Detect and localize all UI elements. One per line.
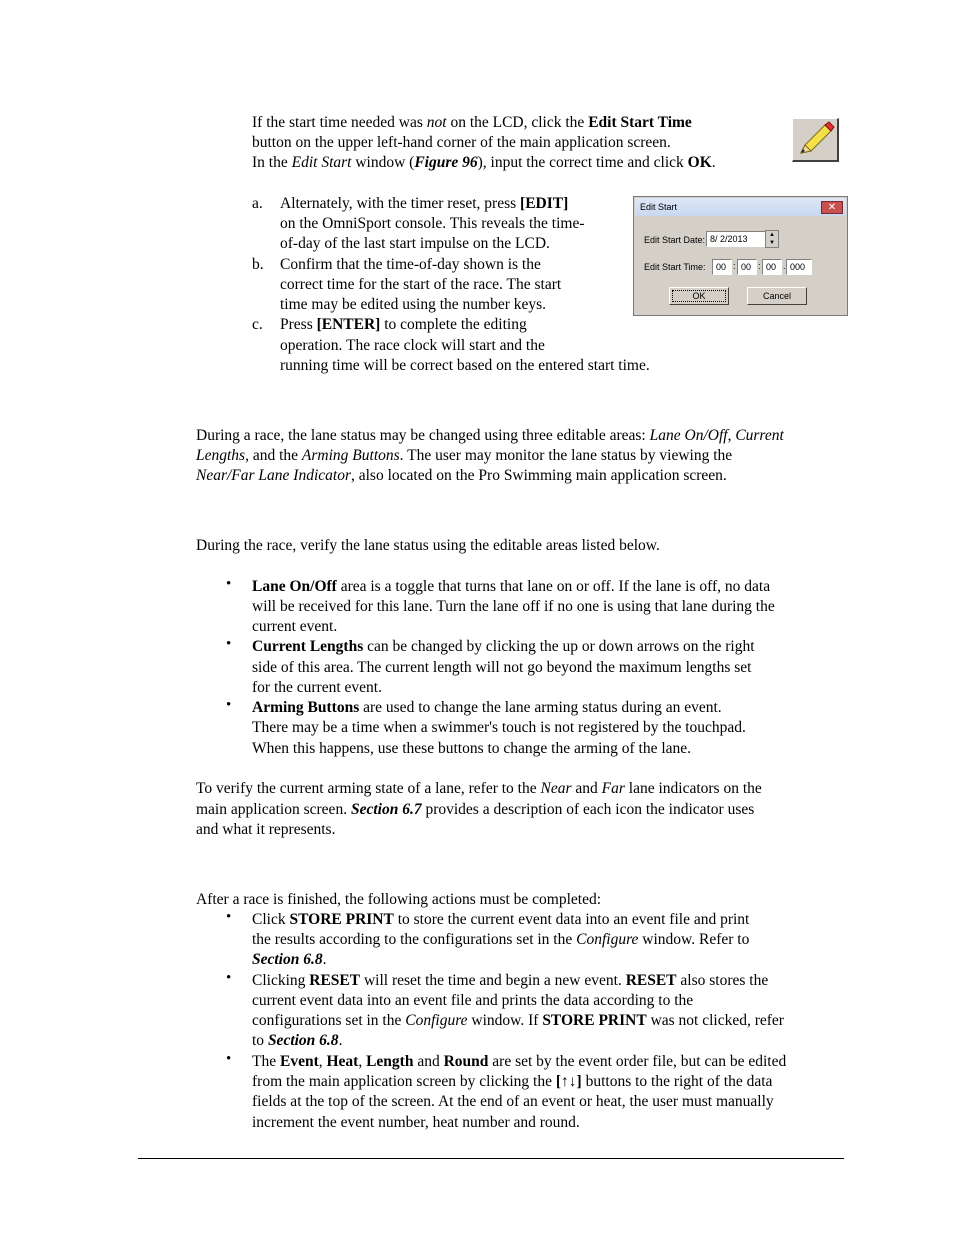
- step-c-line-1: Press [ENTER] to complete the editing: [280, 316, 527, 333]
- after-b1-line-2: the results according to the configurations set in the Configure window. Refer to: [252, 931, 750, 948]
- time-label: Edit Start Time:: [644, 262, 706, 272]
- verify-para-line-1: To verify the current arming state of a lane, refer to the Near and Far lane indicators on the: [196, 780, 762, 797]
- time-separator: .: [783, 261, 786, 271]
- pencil-icon: [793, 119, 837, 159]
- after-b3-line-3: fields at the top of the screen. At the end of an event or heat, the user must manually: [252, 1093, 774, 1110]
- time-separator: :: [758, 261, 761, 271]
- bullet: [226, 698, 234, 706]
- verify-b3-line-3: When this happens, use these buttons to change the arming of the lane.: [252, 740, 692, 757]
- after-b3-line-1: The Event, Heat, Length and Round are set by the event order file, but can be edited: [252, 1053, 787, 1070]
- step-b-marker: b.: [252, 256, 264, 273]
- second-field[interactable]: 00: [762, 259, 782, 275]
- step-a-line-1: Alternately, with the timer reset, press [EDIT]: [280, 195, 569, 212]
- lane-line-1: During a race, the lane status may be changed using three editable areas: Lane On/Off, Current: [196, 427, 784, 444]
- verify-b1-line-1: Lane On/Off area is a toggle that turns that lane on or off. If the lane is off, no data: [252, 578, 771, 595]
- intro-line-3: In the Edit Start window (Figure 96), input the correct time and click OK.: [252, 154, 716, 171]
- lane-line-2: Lengths, and the Arming Buttons. The user may monitor the lane status by viewing the: [196, 447, 733, 464]
- verify-b2-line-2: side of this area. The current length will not go beyond the maximum lengths set: [252, 659, 752, 676]
- bullet: [226, 910, 234, 918]
- step-c-line-3: running time will be correct based on the entered start time.: [280, 357, 650, 374]
- millisecond-field[interactable]: 000: [786, 259, 812, 275]
- edit-start-dialog: [633, 196, 848, 316]
- verify-b1-line-3: current event.: [252, 618, 338, 635]
- after-b2-line-3: configurations set in the Configure window. If STORE PRINT was not clicked, refer: [252, 1012, 784, 1029]
- intro-line-1: If the start time needed was not on the LCD, click the Edit Start Time: [252, 114, 692, 131]
- footer-rule: [138, 1158, 844, 1159]
- bullet: [226, 971, 234, 979]
- verify-para-line-2: main application screen. Section 6.7 provides a description of each icon the indicator uses: [196, 801, 755, 818]
- after-b3-line-2: from the main application screen by clicking the [↑↓] buttons to the right of the data: [252, 1073, 773, 1090]
- step-a-marker: a.: [252, 195, 263, 212]
- verify-b2-line-3: for the current event.: [252, 679, 382, 696]
- time-separator: :: [733, 261, 736, 271]
- verify-b1-line-2: will be received for this lane. Turn the lane off if no one is using that lane during the: [252, 598, 775, 615]
- lane-line-3: Near/Far Lane Indicator, also located on the Pro Swimming main application screen.: [196, 467, 727, 484]
- verify-b3-line-1: Arming Buttons are used to change the lane arming status during an event.: [252, 699, 722, 716]
- minute-field[interactable]: 00: [737, 259, 757, 275]
- ok-button[interactable]: OK: [669, 287, 729, 305]
- cancel-button[interactable]: Cancel: [747, 287, 807, 305]
- after-b1-line-3: Section 6.8.: [252, 951, 327, 968]
- after-b2-line-2: current event data into an event file and prints the data according to the: [252, 992, 694, 1009]
- bullet: [226, 637, 234, 645]
- after-b2-line-4: to Section 6.8.: [252, 1032, 343, 1049]
- after-b1-line-1: Click STORE PRINT to store the current event data into an event file and print: [252, 911, 750, 928]
- hour-field[interactable]: 00: [712, 259, 732, 275]
- step-c-marker: c.: [252, 316, 263, 333]
- step-a-line-2: on the OmniSport console. This reveals the time-: [280, 215, 585, 232]
- date-label: Edit Start Date:: [644, 235, 706, 245]
- after-intro: After a race is finished, the following actions must be completed:: [196, 891, 602, 908]
- dialog-title: Edit Start: [640, 202, 678, 212]
- verify-intro: During the race, verify the lane status using the editable areas listed below.: [196, 537, 660, 554]
- step-b-line-1: Confirm that the time-of-day shown is the: [280, 256, 541, 273]
- after-b2-line-1: Clicking RESET will reset the time and begin a new event. RESET also stores the: [252, 972, 769, 989]
- date-spinner[interactable]: ▲ ▼: [765, 230, 779, 248]
- step-b-line-3: time may be edited using the number keys.: [280, 296, 547, 313]
- verify-b3-line-2: There may be a time when a swimmer's touch is not registered by the touchpad.: [252, 719, 746, 736]
- bullet: [226, 577, 234, 585]
- step-a-line-3: of-day of the last start impulse on the LCD.: [280, 235, 550, 252]
- edit-start-time-button[interactable]: [792, 118, 839, 162]
- close-icon[interactable]: ✕: [821, 201, 843, 214]
- step-c-line-2: operation. The race clock will start and the: [280, 337, 545, 354]
- dialog-title-bar: [635, 198, 846, 216]
- verify-b2-line-1: Current Lengths can be changed by clicking the up or down arrows on the right: [252, 638, 755, 655]
- intro-line-2: button on the upper left-hand corner of the main application screen.: [252, 134, 671, 151]
- bullet: [226, 1052, 234, 1060]
- step-b-line-2: correct time for the start of the race. The start: [280, 276, 562, 293]
- verify-para-line-3: and what it represents.: [196, 821, 336, 838]
- date-field[interactable]: 8/ 2/2013: [706, 231, 766, 247]
- after-b3-line-4: increment the event number, heat number and round.: [252, 1114, 580, 1131]
